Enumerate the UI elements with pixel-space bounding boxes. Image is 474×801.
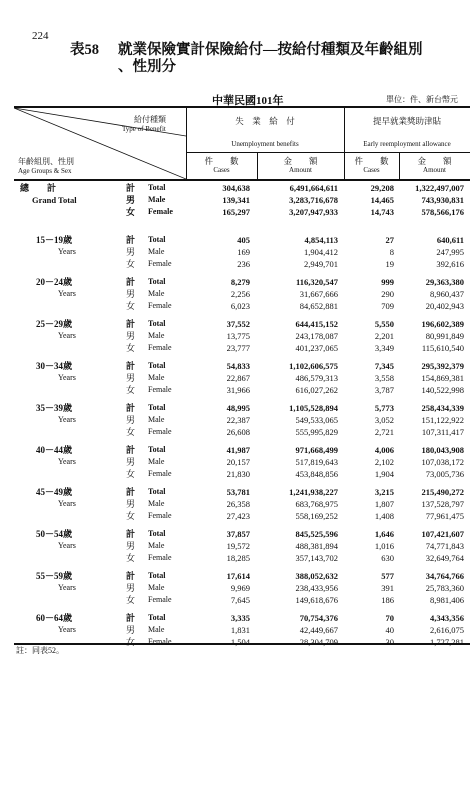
early-allowance-cases-cell: 391 [381, 583, 394, 593]
table-row [14, 414, 470, 426]
sex-label-en: Total [148, 571, 166, 580]
early-allowance-cases-cell: 3,215 [374, 487, 394, 497]
age-group-label: 50－54歲 [36, 529, 73, 539]
table-row [14, 330, 470, 342]
table-row [14, 582, 470, 594]
unemployment-amount-cell: 644,415,152 [295, 319, 338, 329]
amount-header-en: Amount [289, 166, 312, 174]
unemployment-cases-cell: 139,341 [222, 195, 250, 205]
age-group [14, 528, 470, 568]
sex-label-en: Total [148, 529, 166, 538]
sex-label-zh: 男 [126, 457, 136, 467]
sex-label-zh: 男 [126, 583, 136, 593]
sex-label-en: Male [148, 499, 165, 508]
unemployment-cases-cell: 48,995 [226, 403, 250, 413]
sex-label-en: Total [148, 445, 166, 454]
unemployment-cases-cell: 13,775 [226, 331, 250, 341]
sex-label-zh: 計 [126, 445, 136, 455]
unemployment-cases-cell: 26,358 [226, 499, 250, 509]
sex-label-en: Female [148, 259, 172, 268]
early-allowance-cases-cell: 1,646 [374, 529, 394, 539]
age-group-label-en: Years [58, 457, 76, 466]
table-row [14, 318, 470, 330]
early-allowance-amount-cell: 8,960,437 [430, 289, 464, 299]
sex-label-zh: 計 [126, 319, 136, 329]
early-allowance-cases-cell: 1,408 [374, 511, 394, 521]
sex-label-zh: 計 [126, 571, 136, 581]
unemployment-amount-cell: 42,449,667 [299, 625, 338, 635]
age-group-label: 25－29歲 [36, 319, 73, 329]
sex-label-zh: 女 [126, 385, 136, 395]
unemployment-cases-cell: 1,504 [230, 637, 250, 647]
age-group-label: 30－34歲 [36, 361, 73, 371]
age-group-label-en: Years [58, 541, 76, 550]
age-group-label: 總 計 [20, 183, 57, 193]
sex-label-en: Male [148, 583, 165, 592]
age-group [14, 318, 470, 358]
sex-label-en: Male [148, 331, 165, 340]
early-allowance-cases-cell: 4,006 [374, 445, 394, 455]
unemployment-amount-cell: 549,533,065 [295, 415, 338, 425]
sex-label-zh: 計 [126, 529, 136, 539]
unemployment-cases-cell: 1,831 [230, 625, 250, 635]
unemployment-amount-cell: 1,904,412 [304, 247, 338, 257]
unemployment-cases-cell: 19,572 [226, 541, 250, 551]
table-row [14, 206, 470, 218]
unemployment-amount-cell: 3,283,716,678 [289, 195, 338, 205]
unemployment-cases-cell: 37,552 [226, 319, 250, 329]
sex-label-en: Total [148, 235, 166, 244]
early-allowance-cases-cell: 40 [385, 625, 394, 635]
unemployment-cases-cell: 7,645 [230, 595, 250, 605]
amount-header-en-2: Amount [423, 166, 446, 174]
sex-label-en: Male [148, 625, 165, 634]
early-allowance-amount-cell: 1,322,497,007 [415, 183, 464, 193]
early-allowance-amount-cell: 180,043,908 [421, 445, 464, 455]
table-row [14, 486, 470, 498]
table-body [14, 182, 470, 654]
early-allowance-amount-cell: 32,649,764 [425, 553, 464, 563]
early-allowance-amount-cell: 743,930,831 [421, 195, 464, 205]
early-allowance-cases-cell: 3,052 [374, 415, 394, 425]
sex-label-zh: 男 [126, 625, 136, 635]
table-number: 表58 [70, 42, 99, 58]
unemployment-cases-cell: 23,777 [226, 343, 250, 353]
sex-label-zh: 計 [126, 487, 136, 497]
year-label: 中華民國101年 [212, 95, 284, 107]
age-group-label-en: Grand Total [32, 195, 77, 205]
sex-label-en: Male [148, 195, 166, 204]
unemployment-cases-cell: 41,987 [226, 445, 250, 455]
sex-label-en: Male [148, 373, 165, 382]
unemployment-cases-cell: 405 [237, 235, 250, 245]
sex-label-en: Total [148, 361, 166, 370]
table-row [14, 456, 470, 468]
unemployment-amount-cell: 488,381,894 [295, 541, 338, 551]
table-row [14, 372, 470, 384]
table-row [14, 234, 470, 246]
sex-label-en: Male [148, 415, 165, 424]
sex-label-zh: 計 [126, 183, 136, 193]
early-allowance-cases-cell: 7,345 [374, 361, 394, 371]
early-allowance-cases-cell: 19 [385, 259, 394, 269]
sex-label-zh: 男 [126, 247, 136, 257]
unemployment-amount-cell: 1,241,938,227 [289, 487, 338, 497]
age-group [14, 486, 470, 526]
early-allowance-cases-cell: 27 [385, 235, 394, 245]
sex-label-en: Total [148, 319, 166, 328]
unemployment-cases-cell: 236 [237, 259, 250, 269]
table-row [14, 594, 470, 606]
sex-label-en: Female [148, 637, 172, 646]
unemployment-cases-cell: 304,638 [222, 183, 250, 193]
table-row [14, 194, 470, 206]
age-group-label-en: Years [58, 625, 76, 634]
age-group-label: 60－64歲 [36, 613, 73, 623]
age-group [14, 402, 470, 442]
age-group-label-en: Years [58, 373, 76, 382]
age-group [14, 360, 470, 400]
early-allowance-cases-cell: 70 [385, 613, 394, 623]
unemployment-cases-cell: 2,256 [230, 289, 250, 299]
unemployment-cases-cell: 3,335 [230, 613, 250, 623]
sex-label-zh: 計 [126, 613, 136, 623]
early-allowance-cases-cell: 709 [381, 301, 394, 311]
unemployment-amount-cell: 845,525,596 [295, 529, 338, 539]
early-allowance-amount-cell: 392,616 [436, 259, 464, 269]
unemployment-amount-cell: 357,143,702 [295, 553, 338, 563]
sex-label-zh: 計 [126, 403, 136, 413]
table-row [14, 528, 470, 540]
table-row [14, 498, 470, 510]
early-allowance-cases-cell: 5,773 [374, 403, 394, 413]
unit-label: 單位：件、新台幣元 [386, 95, 458, 104]
sex-label-en: Female [148, 469, 172, 478]
early-allowance-amount-cell: 77,961,475 [425, 511, 464, 521]
early-allowance-amount-cell: 115,610,540 [421, 343, 464, 353]
age-label-zh: 年齡組別、性別 [18, 157, 74, 166]
early-allowance-cases-cell: 577 [381, 571, 394, 581]
type-label-en: Type of Benefit [122, 125, 166, 133]
age-group-label: 20－24歲 [36, 277, 73, 287]
early-allowance-amount-cell: 107,311,417 [421, 427, 464, 437]
sex-label-zh: 男 [126, 415, 136, 425]
table-row [14, 444, 470, 456]
unemployment-amount-cell: 558,169,252 [295, 511, 338, 521]
unemployment-cases-cell: 17,614 [226, 571, 250, 581]
sex-label-en: Male [148, 289, 165, 298]
early-allowance-amount-cell: 107,421,607 [421, 529, 464, 539]
table-title [70, 42, 460, 76]
unemployment-amount-cell: 683,768,975 [295, 499, 338, 509]
early-allowance-amount-cell: 80,991,849 [425, 331, 464, 341]
early-allowance-cases-cell: 290 [381, 289, 394, 299]
age-group-label-en: Years [58, 289, 76, 298]
footnote: 註：同表52。 [16, 646, 64, 655]
unemployment-cases-cell: 22,867 [226, 373, 250, 383]
early-allowance-cases-cell: 3,349 [374, 343, 394, 353]
table-header [14, 106, 470, 181]
early-allowance-cases-cell: 186 [381, 595, 394, 605]
sex-label-zh: 女 [126, 469, 136, 479]
age-group [14, 182, 470, 222]
early-allowance-cases-cell: 1,904 [374, 469, 394, 479]
unemployment-amount-cell: 453,848,856 [295, 469, 338, 479]
type-label-zh: 給付種類 [134, 115, 166, 124]
table-row [14, 636, 470, 648]
early-reemployment-header-zh: 提早就業獎助津貼 [372, 116, 441, 126]
age-group [14, 234, 470, 274]
unemployment-amount-cell: 401,237,065 [295, 343, 338, 353]
sex-label-zh: 女 [126, 427, 136, 437]
early-allowance-cases-cell: 999 [381, 277, 394, 287]
age-group [14, 276, 470, 316]
unemployment-cases-cell: 37,857 [226, 529, 250, 539]
table-row [14, 540, 470, 552]
early-allowance-amount-cell: 137,528,797 [421, 499, 464, 509]
early-allowance-amount-cell: 73,005,736 [425, 469, 464, 479]
early-allowance-amount-cell: 215,490,272 [421, 487, 464, 497]
age-group-label: 35－39歲 [36, 403, 73, 413]
age-group-label: 55－59歲 [36, 571, 73, 581]
sex-label-en: Female [148, 511, 172, 520]
early-allowance-amount-cell: 4,343,356 [430, 613, 464, 623]
sex-label-zh: 女 [126, 301, 136, 311]
early-allowance-amount-cell: 151,122,922 [421, 415, 464, 425]
unemployment-amount-cell: 28,304,709 [299, 637, 338, 647]
sex-label-zh: 女 [126, 207, 136, 217]
age-group-label: 45－49歲 [36, 487, 73, 497]
age-group-label-en: Years [58, 583, 76, 592]
age-group-label-en: Years [58, 499, 76, 508]
table-row [14, 402, 470, 414]
early-allowance-amount-cell: 258,434,339 [421, 403, 464, 413]
early-allowance-amount-cell: 8,981,406 [430, 595, 464, 605]
table-row [14, 258, 470, 270]
unemployment-cases-cell: 27,423 [226, 511, 250, 521]
early-allowance-cases-cell: 14,465 [370, 195, 394, 205]
unemployment-amount-cell: 116,320,547 [295, 277, 338, 287]
age-label-en: Age Groups & Sex [18, 167, 72, 175]
early-allowance-amount-cell: 20,402,943 [425, 301, 464, 311]
table-row [14, 624, 470, 636]
unemployment-amount-cell: 31,667,666 [299, 289, 338, 299]
table-row [14, 360, 470, 372]
unemployment-amount-cell: 388,052,632 [295, 571, 338, 581]
early-allowance-cases-cell: 30 [385, 637, 394, 647]
table-row [14, 300, 470, 312]
sex-label-en: Total [148, 613, 166, 622]
early-allowance-cases-cell: 3,558 [374, 373, 394, 383]
table-row [14, 612, 470, 624]
early-allowance-cases-cell: 1,807 [374, 499, 394, 509]
early-allowance-amount-cell: 34,764,766 [425, 571, 464, 581]
early-allowance-cases-cell: 14,743 [370, 207, 394, 217]
unemployment-amount-cell: 238,433,956 [295, 583, 338, 593]
early-allowance-amount-cell: 295,392,379 [421, 361, 464, 371]
early-allowance-cases-cell: 3,787 [374, 385, 394, 395]
early-allowance-cases-cell: 1,016 [374, 541, 394, 551]
unemployment-cases-cell: 22,387 [226, 415, 250, 425]
early-allowance-amount-cell: 196,602,389 [421, 319, 464, 329]
unemployment-amount-cell: 2,949,701 [304, 259, 338, 269]
early-allowance-amount-cell: 2,616,075 [430, 625, 464, 635]
table-row [14, 510, 470, 522]
sex-label-zh: 女 [126, 259, 136, 269]
sex-label-en: Female [148, 301, 172, 310]
age-group [14, 612, 470, 652]
statistics-table [14, 106, 470, 647]
sex-label-en: Total [148, 183, 166, 192]
unemployment-cases-cell: 169 [237, 247, 250, 257]
table-row [14, 288, 470, 300]
cases-header-en-2: Cases [363, 166, 380, 174]
sex-label-en: Female [148, 343, 172, 352]
unemployment-cases-cell: 20,157 [226, 457, 250, 467]
title-line-1: 就業保險實計保險給付—按給付種類及年齡組別 [118, 42, 423, 58]
sex-label-en: Total [148, 403, 166, 412]
table-bottom-rule [14, 643, 470, 645]
sex-label-en: Total [148, 277, 166, 286]
early-allowance-amount-cell: 140,522,998 [421, 385, 464, 395]
table-row [14, 182, 470, 194]
early-allowance-amount-cell: 1,727,281 [430, 637, 464, 647]
sex-label-zh: 男 [126, 373, 136, 383]
sex-label-en: Female [148, 385, 172, 394]
cases-header-en: Cases [213, 166, 230, 174]
early-allowance-amount-cell: 154,869,381 [421, 373, 464, 383]
unemployment-header-zh: 失 業 給 付 [235, 116, 295, 126]
unemployment-header-en: Unemployment benefits [231, 140, 299, 148]
early-allowance-cases-cell: 29,208 [370, 183, 394, 193]
sex-label-zh: 男 [126, 195, 136, 205]
unemployment-amount-cell: 517,819,643 [295, 457, 338, 467]
table-row [14, 570, 470, 582]
early-allowance-cases-cell: 8 [389, 247, 394, 257]
title-line-2: 、性別分 [118, 59, 176, 75]
sex-label-en: Female [148, 595, 172, 604]
early-reemployment-header-en: Early reemployment allowance [363, 140, 451, 148]
unemployment-amount-cell: 971,668,499 [295, 445, 338, 455]
early-allowance-amount-cell: 107,038,172 [421, 457, 464, 467]
sex-label-zh: 女 [126, 595, 136, 605]
early-allowance-cases-cell: 2,102 [374, 457, 394, 467]
age-group-label-en: Years [58, 247, 76, 256]
early-allowance-amount-cell: 247,995 [436, 247, 464, 257]
sex-label-zh: 女 [126, 553, 136, 563]
unemployment-cases-cell: 53,781 [226, 487, 250, 497]
sex-label-zh: 女 [126, 511, 136, 521]
unemployment-amount-cell: 3,207,947,933 [289, 207, 338, 217]
unemployment-amount-cell: 616,027,262 [295, 385, 338, 395]
sex-label-zh: 男 [126, 289, 136, 299]
unemployment-amount-cell: 1,105,528,894 [289, 403, 338, 413]
early-allowance-amount-cell: 25,783,360 [425, 583, 464, 593]
unemployment-cases-cell: 6,023 [230, 301, 250, 311]
sex-label-zh: 女 [126, 343, 136, 353]
unemployment-amount-cell: 1,102,606,575 [289, 361, 338, 371]
age-group [14, 570, 470, 610]
sex-label-zh: 男 [126, 331, 136, 341]
early-allowance-amount-cell: 578,566,176 [421, 207, 464, 217]
cases-header-zh-2: 件 數 [354, 156, 389, 166]
early-allowance-amount-cell: 74,771,843 [425, 541, 464, 551]
age-group-label: 15－19歲 [36, 235, 73, 245]
early-allowance-cases-cell: 5,550 [374, 319, 394, 329]
sex-label-zh: 男 [126, 499, 136, 509]
unemployment-amount-cell: 243,178,087 [295, 331, 338, 341]
age-group [14, 444, 470, 484]
sex-label-en: Female [148, 207, 173, 216]
table-row [14, 468, 470, 480]
table-row [14, 276, 470, 288]
unemployment-amount-cell: 555,995,829 [295, 427, 338, 437]
unemployment-amount-cell: 70,754,376 [299, 613, 338, 623]
unemployment-cases-cell: 165,297 [222, 207, 250, 217]
sex-label-en: Female [148, 427, 172, 436]
sex-label-zh: 女 [126, 637, 136, 647]
sex-label-en: Male [148, 247, 165, 256]
sex-label-zh: 計 [126, 361, 136, 371]
early-allowance-amount-cell: 640,611 [436, 235, 464, 245]
unemployment-cases-cell: 21,830 [226, 469, 250, 479]
unemployment-cases-cell: 31,966 [226, 385, 250, 395]
early-allowance-cases-cell: 2,201 [374, 331, 394, 341]
sex-label-en: Total [148, 487, 166, 496]
age-group-label-en: Years [58, 415, 76, 424]
cases-header-zh: 件 數 [204, 156, 239, 166]
table-row [14, 426, 470, 438]
amount-header-zh: 金 額 [283, 156, 318, 166]
unemployment-cases-cell: 18,285 [226, 553, 250, 563]
unemployment-amount-cell: 4,854,113 [304, 235, 338, 245]
unemployment-cases-cell: 26,608 [226, 427, 250, 437]
sex-label-en: Male [148, 541, 165, 550]
table-row [14, 342, 470, 354]
table-row [14, 552, 470, 564]
unemployment-amount-cell: 486,579,313 [295, 373, 338, 383]
sex-label-zh: 男 [126, 541, 136, 551]
sex-label-zh: 計 [126, 277, 136, 287]
sex-label-en: Female [148, 553, 172, 562]
table-row [14, 384, 470, 396]
unemployment-amount-cell: 6,491,664,611 [289, 183, 338, 193]
unemployment-amount-cell: 84,652,881 [299, 301, 338, 311]
page-number: 224 [32, 30, 49, 42]
unemployment-cases-cell: 8,279 [230, 277, 250, 287]
sex-label-zh: 計 [126, 235, 136, 245]
table-row [14, 246, 470, 258]
amount-header-zh-2: 金 額 [417, 156, 452, 166]
early-allowance-cases-cell: 2,721 [374, 427, 394, 437]
sex-label-en: Male [148, 457, 165, 466]
early-allowance-cases-cell: 630 [381, 553, 394, 563]
unemployment-amount-cell: 149,618,676 [295, 595, 338, 605]
age-group-label-en: Years [58, 331, 76, 340]
age-group-label: 40－44歲 [36, 445, 73, 455]
early-allowance-amount-cell: 29,363,380 [425, 277, 464, 287]
unemployment-cases-cell: 9,969 [230, 583, 250, 593]
unemployment-cases-cell: 54,833 [226, 361, 250, 371]
